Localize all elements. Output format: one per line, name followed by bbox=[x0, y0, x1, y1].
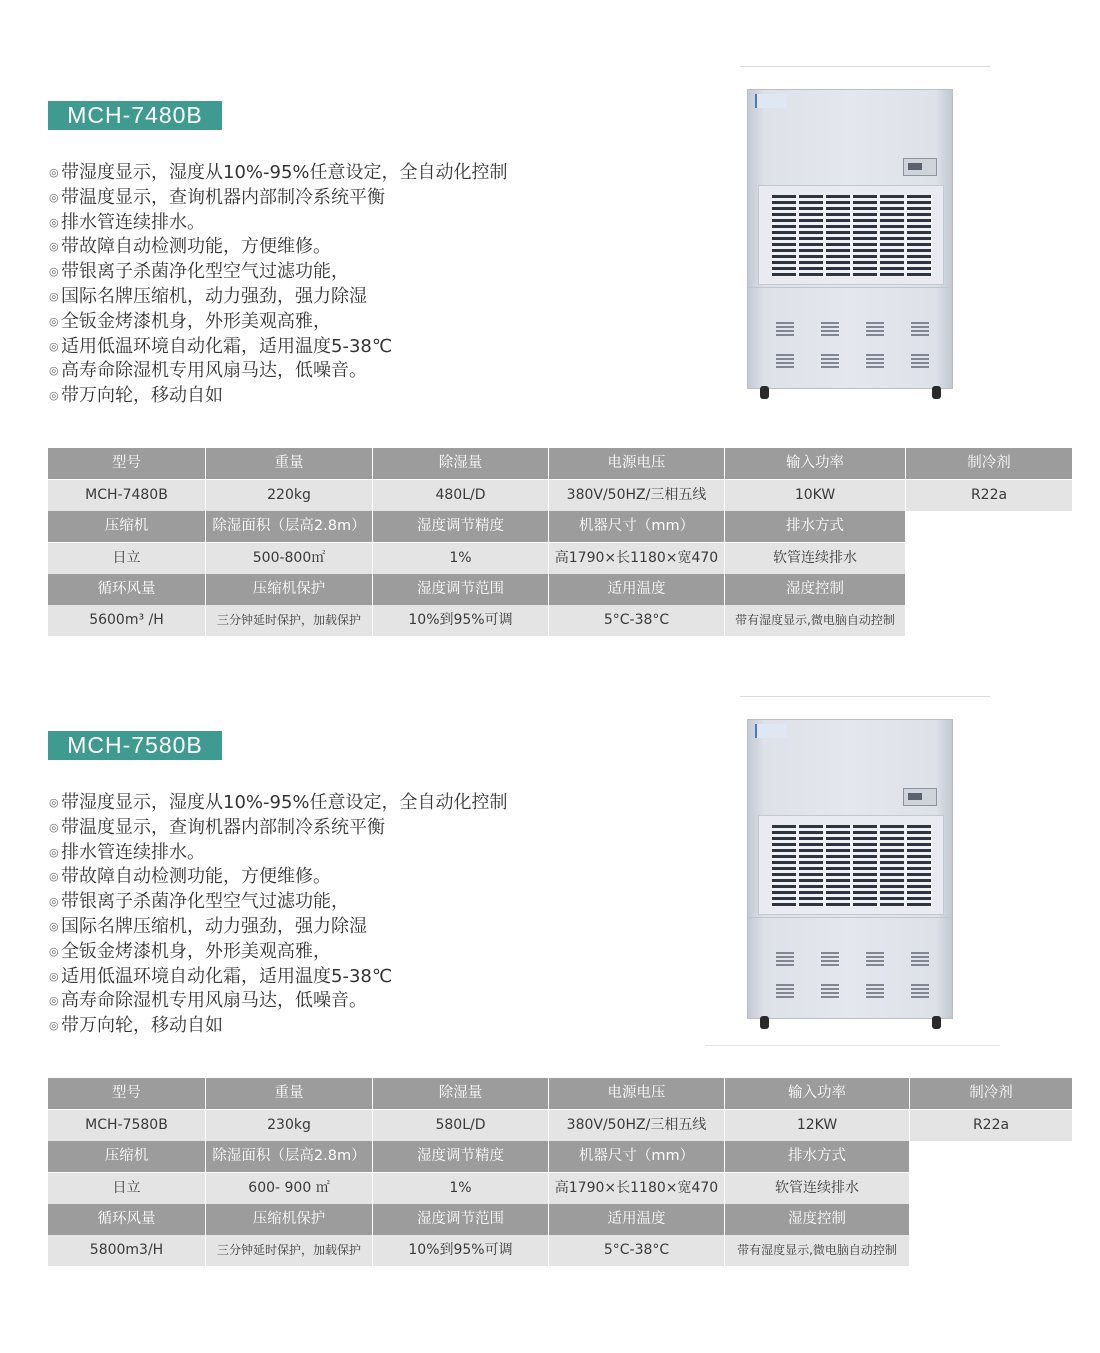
caster-wheel-icon bbox=[760, 1016, 769, 1029]
vent-icon bbox=[821, 322, 839, 336]
spec-header: 除湿面积（层高2.8m） bbox=[206, 511, 372, 542]
spec-value: 480L/D bbox=[373, 480, 548, 511]
vent-icon bbox=[821, 354, 839, 368]
feature-item: ◎ 带湿度显示，湿度从10%-95%任意设定，全自动化控制 bbox=[49, 791, 508, 816]
vent-icon bbox=[776, 354, 794, 368]
spec-value: 日立 bbox=[48, 1173, 205, 1204]
spec-header: 湿度调节精度 bbox=[373, 1141, 548, 1172]
spec-header: 压缩机 bbox=[48, 511, 205, 542]
feature-item: ◎ 适用低温环境自动化霜，适用温度5-38℃ bbox=[49, 335, 508, 360]
spec-header: 适用温度 bbox=[549, 1204, 724, 1235]
spec-header: 制冷剂 bbox=[910, 1078, 1072, 1109]
feature-item: ◎ 带故障自动检测功能，方便维修。 bbox=[49, 865, 508, 890]
spec-value: MCH-7580B bbox=[48, 1110, 205, 1141]
vent-icon bbox=[866, 322, 884, 336]
spec-header: 机器尺寸（mm） bbox=[549, 1141, 724, 1172]
air-inlet-grille bbox=[758, 185, 944, 285]
feature-item: ◎ 带湿度显示，湿度从10%-95%任意设定，全自动化控制 bbox=[49, 161, 508, 186]
spec-header: 型号 bbox=[48, 448, 205, 479]
spec-value: MCH-7480B bbox=[48, 480, 205, 511]
feature-item: ◎ 带故障自动检测功能，方便维修。 bbox=[49, 235, 508, 260]
brand-label bbox=[755, 724, 787, 738]
grille-slats bbox=[772, 195, 932, 277]
spec-header: 湿度调节范围 bbox=[373, 1204, 548, 1235]
vent-icon bbox=[776, 984, 794, 998]
vent-icon bbox=[911, 984, 929, 998]
control-display-panel bbox=[903, 158, 937, 176]
spec-header: 湿度调节精度 bbox=[373, 511, 548, 542]
spec-value: 10%到95%可调 bbox=[373, 605, 548, 636]
feature-item: ◎ 带银离子杀菌净化型空气过滤功能， bbox=[49, 260, 508, 285]
spec-value: 三分钟延时保护，加载保护 bbox=[206, 605, 372, 636]
vent-icon bbox=[911, 322, 929, 336]
vent-icon bbox=[866, 984, 884, 998]
cabinet-divider bbox=[748, 287, 952, 288]
feature-item: ◎ 全钣金烤漆机身，外形美观高雅， bbox=[49, 310, 508, 335]
dehumidifier-cabinet bbox=[747, 89, 953, 389]
dehumidifier-cabinet bbox=[747, 719, 953, 1019]
spec-value: 5600m³ /H bbox=[48, 605, 205, 636]
spec-value: 5800m3/H bbox=[48, 1235, 205, 1266]
spec-value: 600- 900 ㎡ bbox=[206, 1173, 372, 1204]
control-display-panel bbox=[903, 788, 937, 806]
vent-icon bbox=[821, 984, 839, 998]
spec-value: 1% bbox=[373, 1173, 548, 1204]
spec-header: 输入功率 bbox=[725, 1078, 909, 1109]
spec-header: 除湿量 bbox=[373, 448, 548, 479]
spec-header: 除湿量 bbox=[373, 1078, 548, 1109]
photo-bottom-rule bbox=[705, 1045, 1000, 1046]
spec-header: 重量 bbox=[206, 448, 372, 479]
vent-icon bbox=[776, 952, 794, 966]
spec-header: 压缩机保护 bbox=[206, 574, 372, 605]
spec-value: 5°C-38°C bbox=[549, 605, 724, 636]
spec-value: 带有湿度显示,微电脑自动控制 bbox=[725, 605, 905, 636]
spec-value: 220kg bbox=[206, 480, 372, 511]
feature-item: ◎ 高寿命除湿机专用风扇马达，低噪音。 bbox=[49, 989, 508, 1014]
vent-icon bbox=[776, 322, 794, 336]
spec-header: 重量 bbox=[206, 1078, 372, 1109]
air-inlet-grille bbox=[758, 815, 944, 915]
spec-header: 压缩机 bbox=[48, 1141, 205, 1172]
spec-header: 压缩机保护 bbox=[206, 1204, 372, 1235]
spec-value: 高1790×长1180×宽470 bbox=[549, 543, 724, 574]
spec-value: 580L/D bbox=[373, 1110, 548, 1141]
spec-value: 1% bbox=[373, 543, 548, 574]
feature-item: ◎ 带温度显示，查询机器内部制冷系统平衡 bbox=[49, 816, 508, 841]
brand-label bbox=[755, 94, 787, 108]
spec-value: 500-800㎡ bbox=[206, 543, 372, 574]
spec-value: 10%到95%可调 bbox=[373, 1235, 548, 1266]
feature-item: ◎ 带万向轮，移动自如 bbox=[49, 1014, 508, 1039]
spec-header: 循环风量 bbox=[48, 574, 205, 605]
spec-value: 三分钟延时保护，加载保护 bbox=[206, 1235, 372, 1266]
spec-header: 电源电压 bbox=[549, 1078, 724, 1109]
spec-header: 排水方式 bbox=[725, 1141, 909, 1172]
feature-list bbox=[49, 161, 508, 409]
feature-item: ◎ 排水管连续排水。 bbox=[49, 841, 508, 866]
vent-icon bbox=[866, 354, 884, 368]
grille-slats bbox=[772, 825, 932, 907]
feature-item: ◎ 排水管连续排水。 bbox=[49, 211, 508, 236]
feature-item: ◎ 高寿命除湿机专用风扇马达，低噪音。 bbox=[49, 359, 508, 384]
spec-value: R22a bbox=[906, 480, 1072, 511]
spec-header: 电源电压 bbox=[549, 448, 724, 479]
feature-item: ◎ 带银离子杀菌净化型空气过滤功能， bbox=[49, 890, 508, 915]
feature-list bbox=[49, 791, 508, 1039]
spec-value: 12KW bbox=[725, 1110, 909, 1141]
spec-value: 380V/50HZ/三相五线 bbox=[549, 1110, 724, 1141]
vent-icon bbox=[911, 354, 929, 368]
caster-wheel-icon bbox=[760, 386, 769, 399]
model-badge: MCH-7580B bbox=[48, 731, 222, 760]
spec-value: 380V/50HZ/三相五线 bbox=[549, 480, 724, 511]
spec-value: R22a bbox=[910, 1110, 1072, 1141]
photo-top-rule bbox=[740, 66, 990, 67]
feature-item: ◎ 适用低温环境自动化霜，适用温度5-38℃ bbox=[49, 965, 508, 990]
photo-top-rule bbox=[740, 696, 990, 697]
spec-header: 湿度控制 bbox=[725, 574, 905, 605]
spec-value: 230kg bbox=[206, 1110, 372, 1141]
spec-header: 循环风量 bbox=[48, 1204, 205, 1235]
spec-value: 5°C-38°C bbox=[549, 1235, 724, 1266]
spec-header: 湿度控制 bbox=[725, 1204, 909, 1235]
spec-header: 除湿面积（层高2.8m） bbox=[206, 1141, 372, 1172]
spec-value: 10KW bbox=[725, 480, 905, 511]
spec-table bbox=[48, 448, 1072, 634]
spec-header: 排水方式 bbox=[725, 511, 905, 542]
vent-icon bbox=[911, 952, 929, 966]
spec-value: 高1790×长1180×宽470 bbox=[549, 1173, 724, 1204]
spec-value: 日立 bbox=[48, 543, 205, 574]
spec-header: 型号 bbox=[48, 1078, 205, 1109]
vent-icon bbox=[821, 952, 839, 966]
spec-header: 湿度调节范围 bbox=[373, 574, 548, 605]
air-outlet-vents bbox=[762, 322, 942, 372]
cabinet-divider bbox=[748, 917, 952, 918]
spec-value: 软管连续排水 bbox=[725, 1173, 909, 1204]
spec-header: 机器尺寸（mm） bbox=[549, 511, 724, 542]
feature-item: ◎ 全钣金烤漆机身，外形美观高雅， bbox=[49, 940, 508, 965]
feature-item: ◎ 带万向轮，移动自如 bbox=[49, 384, 508, 409]
caster-wheel-icon bbox=[932, 1016, 941, 1029]
spec-header: 制冷剂 bbox=[906, 448, 1072, 479]
spec-value: 带有湿度显示,微电脑自动控制 bbox=[725, 1235, 909, 1266]
caster-wheel-icon bbox=[932, 386, 941, 399]
model-badge: MCH-7480B bbox=[48, 101, 222, 130]
vent-icon bbox=[866, 952, 884, 966]
air-outlet-vents bbox=[762, 952, 942, 1002]
spec-table bbox=[48, 1078, 1072, 1264]
feature-item: ◎ 国际名牌压缩机，动力强劲，强力除湿 bbox=[49, 285, 508, 310]
spec-header: 适用温度 bbox=[549, 574, 724, 605]
feature-item: ◎ 国际名牌压缩机，动力强劲，强力除湿 bbox=[49, 915, 508, 940]
product-photo bbox=[700, 692, 1000, 1032]
product-photo bbox=[700, 62, 1000, 402]
spec-value: 软管连续排水 bbox=[725, 543, 905, 574]
spec-header: 输入功率 bbox=[725, 448, 905, 479]
feature-item: ◎ 带温度显示，查询机器内部制冷系统平衡 bbox=[49, 186, 508, 211]
